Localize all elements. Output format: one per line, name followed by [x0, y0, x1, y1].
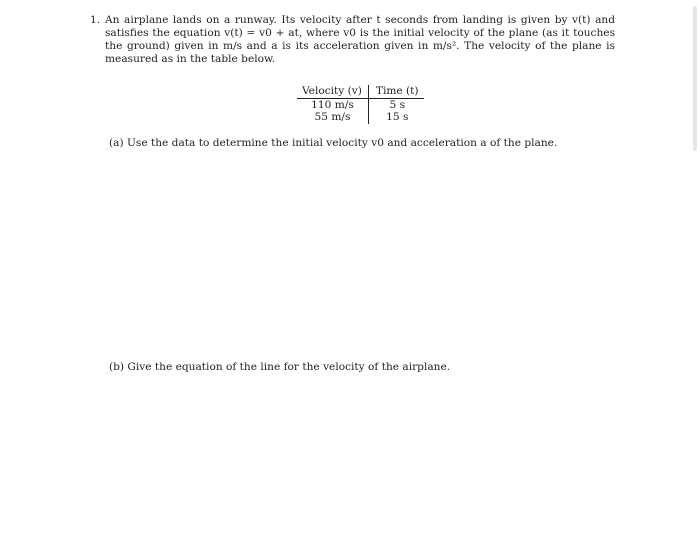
- header-velocity: Velocity (v): [297, 85, 368, 98]
- velocity-time-table: [297, 85, 424, 124]
- table-header-row: [297, 85, 424, 98]
- cell-time: 15 s: [386, 111, 409, 123]
- problem-1: [90, 14, 615, 66]
- cell-velocity: 110 m/s: [297, 98, 368, 111]
- table-row: [297, 98, 424, 111]
- problem-number: 1.: [90, 14, 101, 26]
- part-b-question: (b) Give the equation of the line for the velocity of the airplane.: [109, 361, 451, 373]
- header-time: Time (t): [368, 85, 423, 98]
- cell-velocity: 55 m/s: [297, 111, 368, 124]
- table-row: [297, 111, 424, 124]
- cell-time: 5 s: [389, 98, 406, 111]
- problem-statement: An airplane lands on a runway. Its velocity after t seconds from landing is given by v(t) and satisfies the equation v(t) = v0 + at, where v0 is the initial velocity of the plane (as it touches the ground) given in m/s and a is its acceleration given in m/s². The velocity of the plane is measured as in the table below.: [105, 14, 615, 65]
- part-a-question: (a) Use the data to determine the initial velocity v0 and acceleration a of the plane.: [109, 137, 558, 149]
- vertical-scrollbar[interactable]: [693, 6, 697, 151]
